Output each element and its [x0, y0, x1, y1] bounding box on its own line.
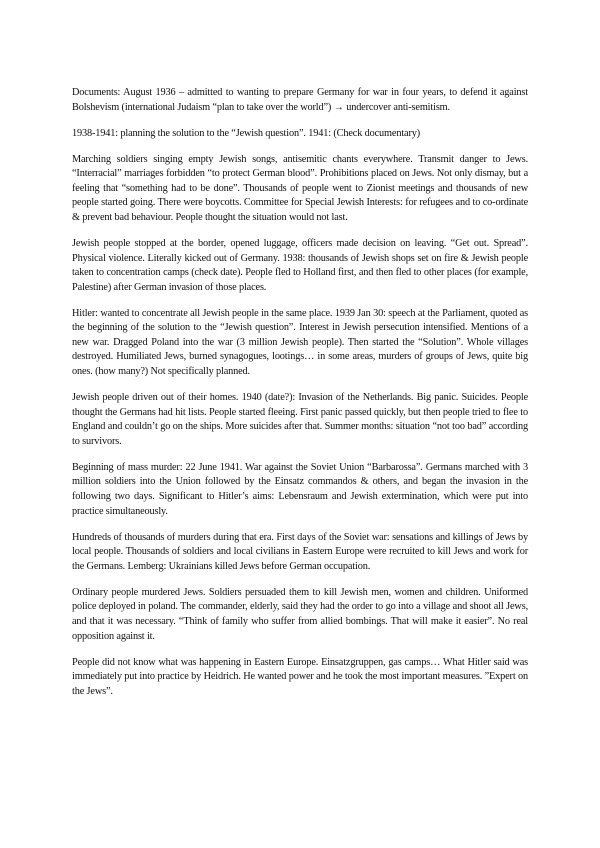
document-page [72, 86, 528, 711]
paragraph-hundreds-of-thousands: Hundreds of thousands of murders during that era. First days of the Soviet war: sensations and killings of Jews by local people. Thousands of soldiers and local civilians in Eastern Europe were recruited to kill Jews and work for the Germans. Lemberg: Ukrainians killed Jews before German occupation. [72, 531, 528, 572]
paragraph-ordinary-people: Ordinary people murdered Jews. Soldiers persuaded them to kill Jewish men, women and children. Uniformed police deployed in poland. The commander, elderly, said they had the order to go into a village and shoot all Jews, and that it was necessary. “Think of family who suffer from allied bombings. That will make it easier”. No real opposition against it. [72, 586, 528, 642]
paragraph-documents-1936: Documents: August 1936 – admitted to wanting to prepare Germany for war in four years, to defend it against Bolshevism (international Judaism “plan to take over the world”) → undercover anti-semitism. [72, 87, 528, 113]
paragraph-1938-1941-planning: 1938-1941: planning the solution to the “Jewish question”. 1941: (Check documentary) [72, 127, 421, 139]
paragraph-border-stops: Jewish people stopped at the border, opened luggage, officers made decision on leaving. “Get out. Spread”. Physical violence. Literally kicked out of Germany. 1938: thousands of Jewish shops set on fire & Jewish people taken to concentration camps (check date). People fled to Holland first, and then fled to other places (for example, Palestine) after German invasion of those places. [72, 237, 528, 293]
paragraph-marching-soldiers: Marching soldiers singing empty Jewish songs, antisemitic chants everywhere. Transmit danger to Jews. “Interracial” marriages forbidden “to protect German blood”. Prohibitions placed on Jews. Not only dismay, but a feeling that “something had to be done”. Thousands of people went to Zionist meetings and thousands of new people started going. There were boycotts. Committee for Special Jewish Interests: for refugees and to co-ordinate & prevent bad behaviour. People thought the situation would not last. [72, 153, 528, 223]
paragraph-driven-out-1940: Jewish people driven out of their homes. 1940 (date?): Invasion of the Netherlands. Big panic. Suicides. People thought the Germans had hit lists. People started fleeing. First panic passed quickly, but then people tried to flee to England and couldn’t go on the ships. More suicides after that. Summer months: situation “not too bad” according to survivors. [72, 392, 528, 447]
paragraph-mass-murder-1941: Beginning of mass murder: 22 June 1941. War against the Soviet Union “Barbarossa”. Germans marched with 3 million soldiers into the Union followed by the Einsatz commandos & others, and began the invasion in the following two days. Significant to Hitler’s aims: Lebensraum and Jewish extermination, which were put into practice simultaneously. [72, 461, 528, 517]
paragraph-eastern-europe: People did not know what was happening in Eastern Europe. Einsatzgruppen, gas camps… What Hitler said was immediately put into practice by Heidrich. He wanted power and he took the most important measures. ”Expert on the Jews”. [72, 656, 528, 697]
paragraph-hitler-concentrate: Hitler: wanted to concentrate all Jewish people in the same place. 1939 Jan 30: speech at the Parliament, quoted as the beginning of the solution to the “Jewish question”. Interest in Jewish persecution intensified. Mentions of a new war. Dragged Poland into the war (3 million Jewish people). Then started the “Solution”. Whole villages destroyed. Humiliated Jews, burned synagogues, lootings… in some areas, murders of groups of Jews, quite big ones. (how many?) Not specifically planned. [72, 307, 528, 378]
